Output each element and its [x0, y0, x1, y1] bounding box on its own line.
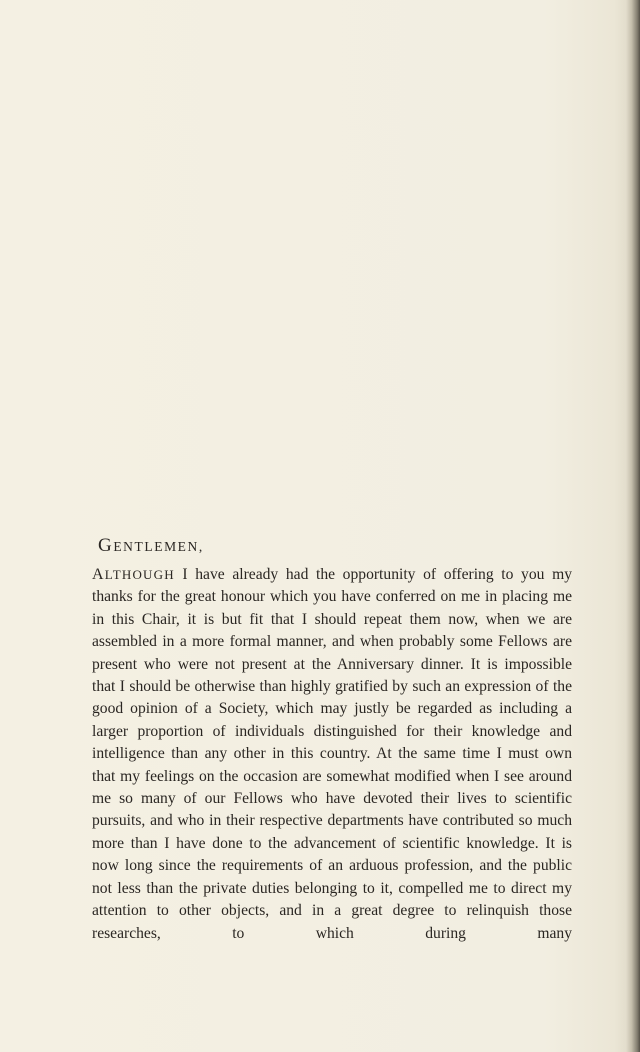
- opening-word: [92, 567, 175, 582]
- salutation: [92, 535, 572, 558]
- opening-word-rest: LTHOUGH: [104, 567, 175, 582]
- salutation-initial: G: [98, 535, 114, 556]
- body-paragraph: [92, 564, 572, 945]
- show-through-line: [150, 338, 530, 370]
- show-through-from-reverse: [150, 338, 530, 508]
- opening-word-initial: A: [92, 566, 105, 583]
- page-binding-edge: [626, 0, 640, 1052]
- address-text: [92, 535, 572, 945]
- body-text: I have already had the opportunity of offering to you my thanks for the great honour which you have conferred on me in placing me in this Chair, it is but fit that I should repeat them now, when we are assembled in a more formal manner, and when probably some Fellows are present who were not present at the Anniversary dinner. It is impossible that I should be otherwise than highly gratified by such an expression of the good opinion of a Society, which may justly be regarded as including a larger proportion of individuals distinguished for their knowledge and intelligence than any other in this country. At the same time I must own that my feelings on the occasion are somewhat modified when I see around me so many of our Fellows who have devoted their lives to scientific pursuits, and who in their respective departments have contributed so much more than I have done to the advancement of scientific knowledge. It is now long since the requirements of an arduous profession, and the public not less than the private duties belonging to it, compelled me to direct my attention to other objects, and in a great degree to relinquish those researches, to which during many: [92, 566, 572, 942]
- salutation-rest: ENTLEMEN,: [113, 539, 204, 554]
